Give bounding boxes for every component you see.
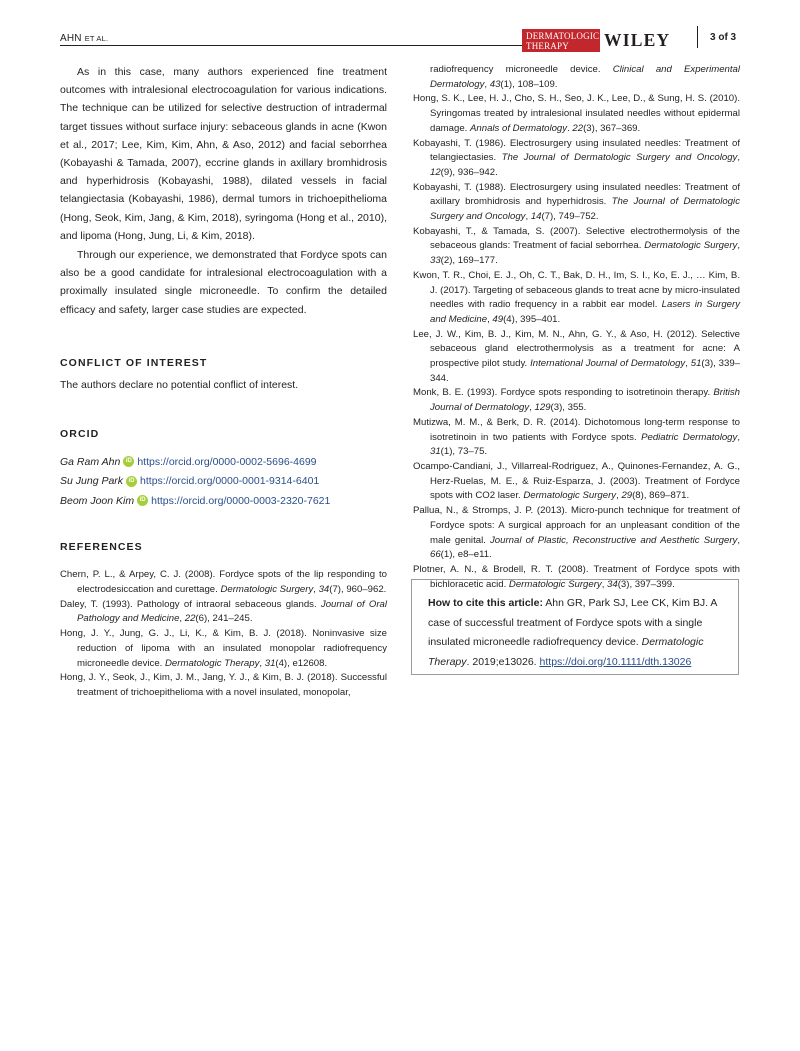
orcid-link[interactable]: https://orcid.org/0000-0001-9314-6401 (140, 475, 320, 488)
orcid-heading: ORCID (60, 427, 100, 440)
reference-text: Lee, J. W., Kim, B. J., Kim, M. N., Ahn, G. Y., & Aso, H. (2012). Selective sebaceous gland electrothermolysis as a treatment for acne: A prospective pilot study. (413, 328, 740, 370)
orcid-icon: iD (123, 456, 134, 467)
citation-box (411, 579, 739, 675)
references-heading: REFERENCES (60, 541, 143, 554)
reference-sep: , (179, 613, 185, 625)
orcid-icon: iD (126, 476, 137, 487)
reference-text: Pallua, N., & Stromps, J. P. (2013). Micro-punch technique for treatment of Fordyce spots: A surgical approach for an unpleasant condition of the male genital. (413, 505, 740, 546)
reference-journal: The Journal of Dermatologic Surgery and Oncology (501, 152, 738, 164)
reference-volume: 33 (430, 255, 441, 267)
reference-sep: , (529, 402, 535, 414)
reference-sep: , (616, 490, 622, 502)
reference-item (413, 460, 740, 504)
reference-text: Plotner, A. N., & Brodell, R. T. (2008). Treatment of Fordyce spots with bichloracetic acid. (413, 563, 740, 590)
citation-doi-link[interactable]: https://doi.org/10.1111/dth.13026 (539, 655, 692, 668)
reference-volume: 129 (534, 402, 551, 414)
reference-text: Monk, B. E. (1993). Fordyce spots responding to isotretinoin therapy. (413, 387, 714, 399)
page-number: 3 of 3 (710, 32, 737, 43)
reference-text: Kobayashi, T., & Tamada, S. (2007). Selective electrothermolysis of the sebaceous glands: Treatment of facial seborrhea. (413, 225, 740, 252)
reference-pages: (4), 395–401. (503, 313, 561, 325)
reference-item (60, 568, 387, 597)
reference-pages: (6), 241–245. (195, 613, 253, 625)
reference-text: Daley, T. (1993). Pathology of intraoral sebaceous glands. (60, 598, 321, 610)
reference-text: Kobayashi, T. (1988). Electrosurgery using insulated needles: Treatment of axillary bromhidrosis and hyperhidrosis. (413, 181, 740, 208)
reference-pages: (1), e8–e11. (440, 549, 492, 561)
header-rule (60, 45, 522, 46)
reference-journal: Dermatologic Surgery (220, 584, 314, 596)
left-column (60, 63, 387, 701)
reference-volume: 22 (572, 122, 584, 134)
reference-list-right (413, 92, 740, 592)
reference-journal: Annals of Dermatology (470, 122, 568, 134)
reference-item (413, 504, 740, 563)
orcid-author-name: Beom Joon Kim (60, 494, 135, 507)
reference-item (413, 386, 740, 415)
reference-volume: 49 (492, 313, 504, 325)
reference-volume: 66 (430, 549, 441, 561)
reference-item (413, 92, 740, 136)
citation-label: How to cite this article: (428, 597, 543, 609)
reference-journal: Journal of Plastic, Reconstructive and Aesthetic Surgery (490, 534, 738, 546)
reference-volume: 34 (318, 584, 330, 596)
reference-volume: 12 (430, 166, 441, 178)
reference-pages: (9), 936–942. (440, 166, 498, 178)
publisher-logo: WILEY (604, 30, 671, 50)
reference-item (413, 181, 740, 225)
reference-text: Kwon, T. R., Choi, E. J., Oh, C. T., Bak, D. H., Im, S. I., Ko, E. J., … Kim, B. J. (2017). Targeting of sebaceous glands to treat acne by micro-insulated needles with radio frequency in a rabbit ear model. (413, 269, 740, 311)
reference-text: Kobayashi, T. (1986). Electrosurgery using insulated needles: Treatment of telangiectasies. (413, 137, 740, 164)
body-paragraph: As in this case, many authors experienced fine treatment outcomes with intralesional electrocoagulation for various indications. The technique can be utilized for selective destruction of intradermal target tissues without surface injury: sebaceous glands in acne (Kwon et al., 2017; Lee, Kim, Kim, Ahn, & Aso, 2012) and facial seborrhea (Kobayashi & Tamada, 2007), eccrine glands in axillary bromhidrosis and hyperhidrosis (Kobayashi, 1988), dilated vessels in facial telangiectasia (Kobayashi, 1986), dermal tumors in trichoepithelioma (Hong, Seok, Kim, Jang, & Kim, 2018), syringoma (Hong et al., 2010), and lipoma (Hong, Jung, Li, & Kim, 2018). (60, 66, 387, 242)
reference-sep: , (737, 152, 740, 164)
reference-volume: 43 (489, 78, 501, 90)
reference-item (60, 598, 387, 627)
reference-pages: (4), e12608. (275, 657, 328, 669)
reference-item (413, 416, 740, 460)
conflict-text: The authors declare no potential conflict of interest. (60, 378, 299, 391)
conflict-heading: CONFLICT OF INTEREST (60, 356, 208, 369)
reference-item (413, 328, 740, 387)
reference-journal: Dermatologic Surgery (523, 490, 617, 502)
orcid-entry (60, 471, 387, 491)
header-divider (697, 26, 698, 48)
reference-volume: 22 (184, 613, 196, 625)
reference-sep: . (567, 122, 573, 134)
citation-journal: Dermatologic Therapy (428, 636, 704, 668)
reference-text: Hong, S. K., Lee, H. J., Cho, S. H., Seo, J. K., Lee, D., & Sung, H. S. (2010). Syringomas treated by intralesional insulated needles without epidermal damage. (413, 93, 740, 134)
running-head-authors (60, 33, 108, 44)
reference-sep: , (313, 584, 319, 596)
orcid-author-name: Su Jung Park (60, 475, 124, 488)
reference-sep: , (737, 240, 740, 252)
reference-pages: (7), 960–962. (329, 584, 387, 596)
reference-pages: (7), 749–752. (541, 211, 599, 223)
orcid-link[interactable]: https://orcid.org/0000-0003-2320-7621 (151, 494, 331, 507)
orcid-list (60, 452, 387, 511)
author-name: AHN (60, 33, 82, 44)
reference-journal: Dermatologic Therapy (165, 657, 260, 669)
reference-text: Ocampo-Candiani, J., Villarreal-Rodriguez, A., Quinones-Fernandez, A. G., Herz-Ruelas, M. E., & Ruiz-Esparza, J. (2003). Treatment of Fordyce spots with CO2 laser. (413, 460, 740, 502)
reference-sep: , (737, 431, 740, 443)
reference-journal: Pediatric Dermatology (641, 431, 738, 443)
reference-pages: (3), 367–369. (583, 122, 641, 134)
reference-text: Hong, J. Y., Seok, J., Kim, J. M., Jang, Y. J., & Kim, B. J. (2018). Successful treatment of trichoepithelioma with a novel insulated, monopolar, (60, 672, 387, 698)
reference-pages: (3), 355. (550, 402, 587, 414)
reference-text: Mutizwa, M. M., & Berk, D. R. (2014). Dichotomous long-term response to isotretinoin in two patients with Fordyce spots. (413, 416, 740, 443)
reference-sep: , (484, 78, 490, 90)
reference-sep: , (259, 657, 265, 669)
citation-text (428, 594, 722, 672)
reference-item (413, 137, 740, 181)
journal-logo (522, 29, 600, 52)
reference-list-left (60, 568, 387, 700)
reference-pages: (1), 73–75. (440, 446, 488, 458)
reference-item (60, 671, 387, 700)
reference-item (60, 627, 387, 671)
reference-text: Chern, P. L., & Arpey, C. J. (2008). Fordyce spots of the lip responding to electrodesiccation and curettage. (60, 569, 387, 596)
orcid-entry (60, 452, 387, 472)
citation-body: Ahn GR, Park SJ, Lee CK, Kim BJ. A case of successful treatment of Fordyce spots with a single insulated microneedle radiofrequency device. (428, 597, 717, 648)
reference-sep: , (525, 211, 531, 223)
journal-logo-line1: DERMATOLOGIC (526, 31, 600, 41)
reference-continuation (413, 63, 740, 92)
reference-journal: Dermatologic Surgery (644, 240, 738, 252)
reference-text: radiofrequency microneedle device. (430, 64, 613, 75)
reference-pages: (8), 869–871. (632, 490, 690, 502)
reference-pages: (2), 169–177. (440, 255, 498, 267)
reference-volume: 51 (690, 358, 702, 370)
reference-sep: , (487, 313, 493, 325)
orcid-link[interactable]: https://orcid.org/0000-0002-5696-4699 (137, 455, 317, 468)
reference-item (413, 269, 740, 328)
reference-pages: (1), 108–109. (500, 78, 558, 90)
reference-sep: , (685, 358, 691, 370)
orcid-author-name: Ga Ram Ahn (60, 455, 121, 468)
reference-volume: 34 (607, 578, 618, 590)
reference-pages: (3), 397–399. (617, 578, 675, 590)
reference-journal: Journal of Oral Pathology and Medicine (77, 598, 387, 625)
reference-text: Hong, J. Y., Jung, G. J., Li, K., & Kim, B. J. (2018). Noninvasive size reduction of lipoma with an insulated monopolar radiofrequency microneedle device. (60, 628, 387, 669)
journal-logo-line2: THERAPY (526, 41, 569, 51)
reference-journal: Dermatologic Surgery (508, 578, 602, 590)
right-column (413, 63, 740, 592)
body-paragraph: Through our experience, we demonstrated that Fordyce spots can also be a good candidate for intralesional electrocoagulation with a proximally insulated single microneedle. To confirm the detailed efficacy and safety, larger case studies are expected. (60, 249, 387, 316)
reference-volume: 31 (264, 657, 276, 669)
orcid-entry (60, 491, 387, 511)
reference-sep: , (737, 534, 740, 546)
reference-journal: The Journal of Dermatologic Surgery and Oncology (430, 196, 740, 223)
reference-journal: Clinical and Experimental Dermatology (430, 64, 741, 90)
author-suffix: ET AL. (84, 34, 109, 43)
reference-volume: 14 (530, 211, 542, 223)
reference-journal: Lasers in Surgery and Medicine (430, 299, 740, 325)
reference-volume: 31 (430, 446, 441, 458)
citation-year: . 2019;e13026. (466, 655, 540, 668)
reference-volume: 29 (621, 490, 633, 502)
reference-item (413, 225, 740, 269)
reference-sep: , (601, 578, 608, 590)
orcid-icon: iD (137, 495, 148, 506)
reference-journal: International Journal of Dermatology (530, 358, 686, 370)
reference-journal: British Journal of Dermatology (430, 387, 740, 414)
reference-pages: (3), 339–344. (430, 358, 740, 384)
